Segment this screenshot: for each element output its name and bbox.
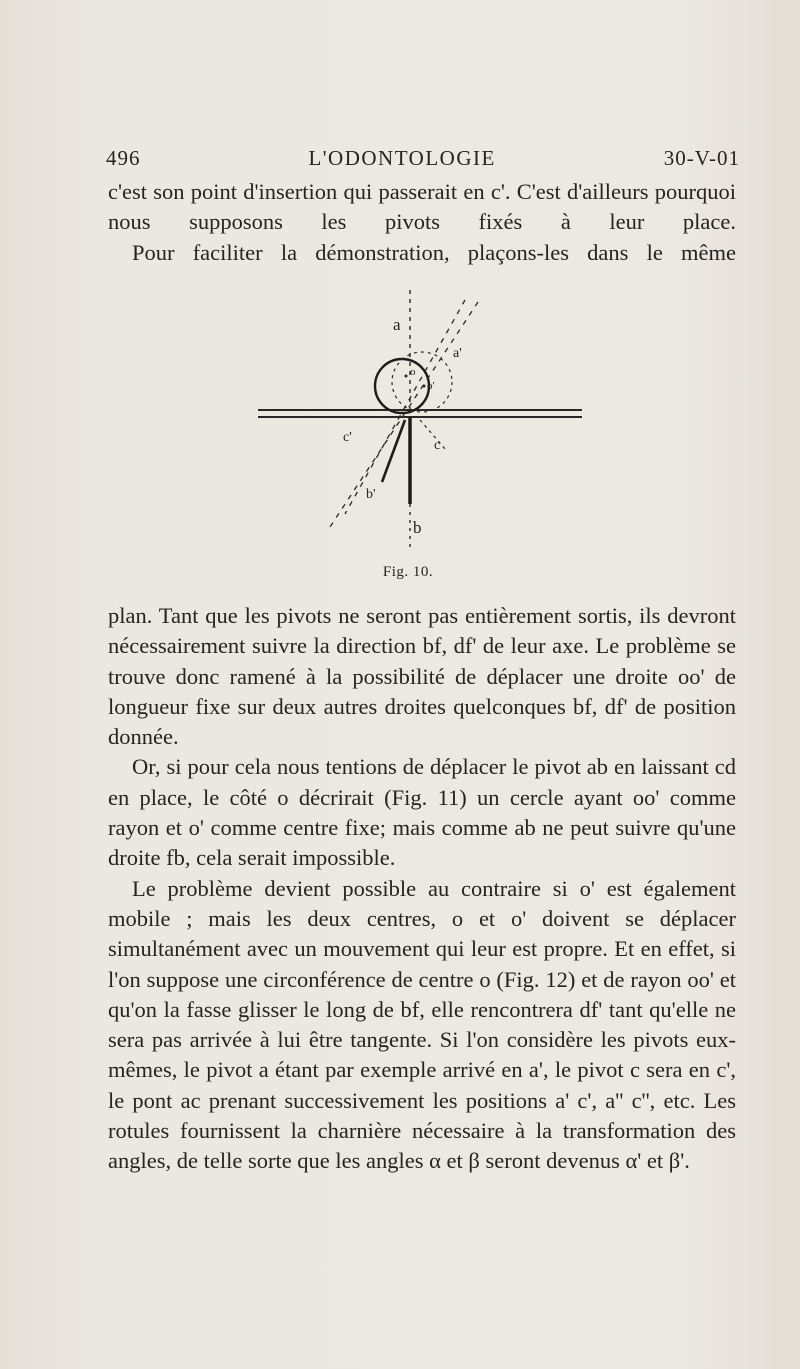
page-number: 496 xyxy=(106,146,141,170)
pivot-circle xyxy=(375,359,429,413)
pivot-c-prime xyxy=(382,420,405,482)
label-o-prime: o' xyxy=(427,380,435,392)
paragraph: Or, si pour cela nous tentions de déplacer le pivot ab en laissant cd en place, le côté o décrirait (Fig. 11) un cercle ayant oo' comme rayon et o' comme centre fixe; mais comme ab ne peut suivre qu'une droite fb, cela serait impossible. xyxy=(108,754,736,871)
label-b-prime: b' xyxy=(366,487,376,502)
figure-caption: Fig. 10. xyxy=(382,564,434,580)
label-c: c xyxy=(434,438,441,453)
paragraph: Le problème devient possible au contraire si o' est également mobile ; mais les deux centres, o et o' doivent se déplacer simultanément avec un mouvement qui leur est propre. Et en effet, si l'on suppose une circonférence de centre o (Fig. 12) et de rayon oo' et qu'on la fasse glisser le long de bf, elle rencontrera df' tant qu'elle ne sera pas arrivée à lui être tangente. Si l'on considère les pivots eux-mêmes, le pivot a étant par exemple arrivé en a', le pivot c sera en c', le pont ac prenant successivement les positions a' c', a'' c'', etc. Les rotules fournissent la charnière nécessaire à la transformation des angles, de telle sorte que les angles α et β seront devenus α' et β'. xyxy=(108,875,736,1174)
text-block-bottom xyxy=(108,601,736,1177)
paragraph: c'est son point d'insertion qui passerait en c'. C'est d'ailleurs pourquoi nous supposons les pivots fixés à leur place. xyxy=(108,179,736,235)
figure-10 xyxy=(250,282,590,582)
issue-date: 30-V-01 xyxy=(663,146,740,170)
paragraph: Pour faciliter la démonstration, plaçons-les dans le même xyxy=(132,239,736,265)
text-block-top xyxy=(108,177,736,268)
label-o: o xyxy=(410,366,416,378)
dash-c xyxy=(420,420,446,450)
label-c-prime: c' xyxy=(343,430,352,445)
running-title: L'ODONTOLOGIE xyxy=(308,146,496,170)
inclined-axis-b-prime xyxy=(345,300,465,514)
label-a-prime: a' xyxy=(453,346,462,361)
label-b: b xyxy=(413,518,422,537)
label-a: a xyxy=(393,315,401,334)
running-header xyxy=(106,146,740,171)
paragraph: plan. Tant que les pivots ne seront pas entièrement sortis, ils devront nécessairement suivre la direction bf, df' de leur axe. Le problème se trouve donc ramené à la possibilité de déplacer une droite oo' de longueur fixe sur deux autres droites quelconques bf, df' de position donnée. xyxy=(108,603,736,750)
